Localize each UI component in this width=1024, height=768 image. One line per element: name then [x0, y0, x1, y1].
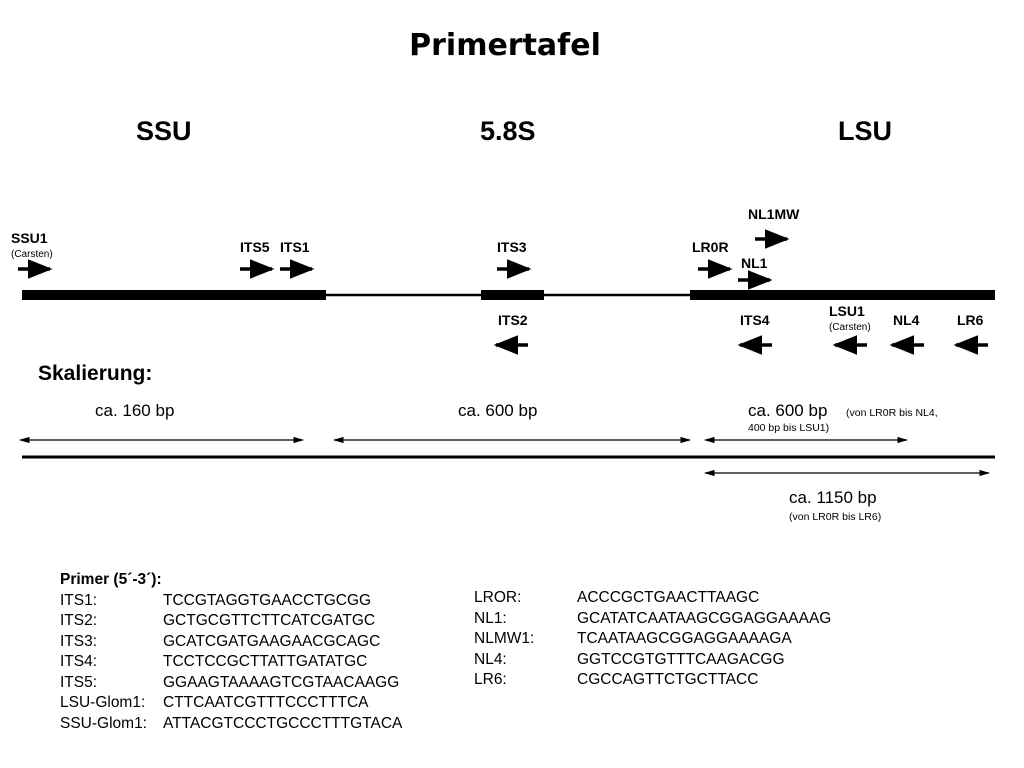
primer-name: LROR:: [474, 589, 522, 606]
primer-name: LSU-Glom1:: [60, 694, 146, 711]
scale-note-lsu-short-a: (von LR0R bis NL4,: [846, 407, 938, 419]
scale-size-its: ca. 600 bp: [458, 401, 538, 420]
sequence-list-left: [60, 570, 402, 734]
primer-sequence: GGTCCGTGTTTCAAGACGG: [577, 650, 785, 668]
primer-label-nl1mw: NL1MW: [748, 206, 800, 222]
scale-note-lsu-long: (von LR0R bis LR6): [789, 511, 882, 523]
primer-name: ITS1:: [60, 591, 98, 609]
region-ssu-label: SSU: [136, 116, 192, 146]
primer-name: ITS4:: [60, 653, 98, 670]
primer-sequence: GGAAGTAAAAGTCGTAACAAGG: [163, 673, 400, 691]
primer-name: ITS5:: [60, 673, 98, 691]
region-58s-label: 5.8S: [480, 116, 536, 146]
sequence-row: [60, 693, 402, 714]
primer-label-lsu1: LSU1: [829, 303, 865, 319]
primer-label-ssu1: SSU1: [11, 230, 48, 246]
primer-name: LR6:: [474, 671, 507, 688]
region-lsu-label: LSU: [838, 116, 892, 146]
primer-label-nl4: NL4: [893, 312, 920, 328]
primer-sequence: CTTCAATCGTTTCCCTTTCA: [163, 694, 369, 711]
scaling-heading: Skalierung:: [38, 362, 153, 385]
scale-size-lsu-short: ca. 600 bp: [748, 401, 828, 420]
sequence-row: [474, 629, 831, 650]
primer-name: NLMW1:: [474, 630, 535, 647]
sequence-row: [474, 588, 831, 609]
primer-name: NL4:: [474, 650, 507, 668]
primer-sequence: TCCGTAGGTGAACCTGCGG: [163, 591, 372, 609]
sequence-row: [60, 652, 402, 673]
primer-sequence: TCAATAAGCGGAGGAAAAGA: [577, 630, 792, 647]
sequence-row: [60, 673, 402, 694]
primer-name: SSU-Glom1:: [60, 714, 147, 732]
sequence-list-right: [474, 588, 831, 691]
sequence-row: [60, 714, 402, 735]
lsu-block: [690, 290, 995, 300]
primer-label-lr0r: LR0R: [692, 239, 729, 255]
scale-note-lsu-short-b: 400 bp bis LSU1): [748, 422, 830, 434]
sequence-row: [60, 591, 402, 612]
sequence-heading: Primer (5´-3´):: [60, 571, 162, 588]
primer-note-lsu1: (Carsten): [829, 322, 871, 333]
primer-sequence: GCTGCGTTCTTCATCGATGC: [163, 612, 376, 629]
primer-label-its5: ITS5: [240, 239, 270, 255]
sequence-row: [474, 609, 831, 630]
primer-label-lr6: LR6: [957, 312, 984, 328]
primer-label-its1: ITS1: [280, 239, 310, 255]
sequence-row: [60, 632, 402, 653]
primer-sequence: GCATCGATGAAGAACGCAGC: [163, 632, 381, 650]
sequence-row: [474, 650, 831, 671]
primer-sequence: GCATATCAATAAGCGGAGGAAAAG: [577, 609, 832, 627]
primer-name: NL1:: [474, 609, 507, 627]
primer-note-ssu1: (Carsten): [11, 249, 53, 260]
primer-sequence: ATTACGTCCCTGCCCTTTGTACA: [163, 714, 403, 732]
primer-label-its3: ITS3: [497, 239, 527, 255]
primer-sequence: CGCCAGTTCTGCTTACC: [577, 671, 759, 688]
scale-size-ssu: ca. 160 bp: [95, 401, 175, 420]
ssu-block: [22, 290, 326, 300]
primer-sequence: ACCCGCTGAACTTAAGC: [577, 589, 760, 606]
primer-label-its2: ITS2: [498, 312, 528, 328]
sequence-row: [60, 611, 402, 632]
primer-sequence: TCCTCCGCTTATTGATATGC: [163, 653, 368, 670]
primer-name: ITS2:: [60, 612, 98, 629]
sequence-row: [474, 670, 831, 691]
s58-block: [481, 290, 544, 300]
scale-size-lsu-long: ca. 1150 bp: [789, 488, 877, 507]
page-title: Primertafel: [409, 28, 601, 63]
primer-name: ITS3:: [60, 632, 98, 650]
primer-label-nl1: NL1: [741, 255, 768, 271]
primer-label-its4: ITS4: [740, 312, 770, 328]
